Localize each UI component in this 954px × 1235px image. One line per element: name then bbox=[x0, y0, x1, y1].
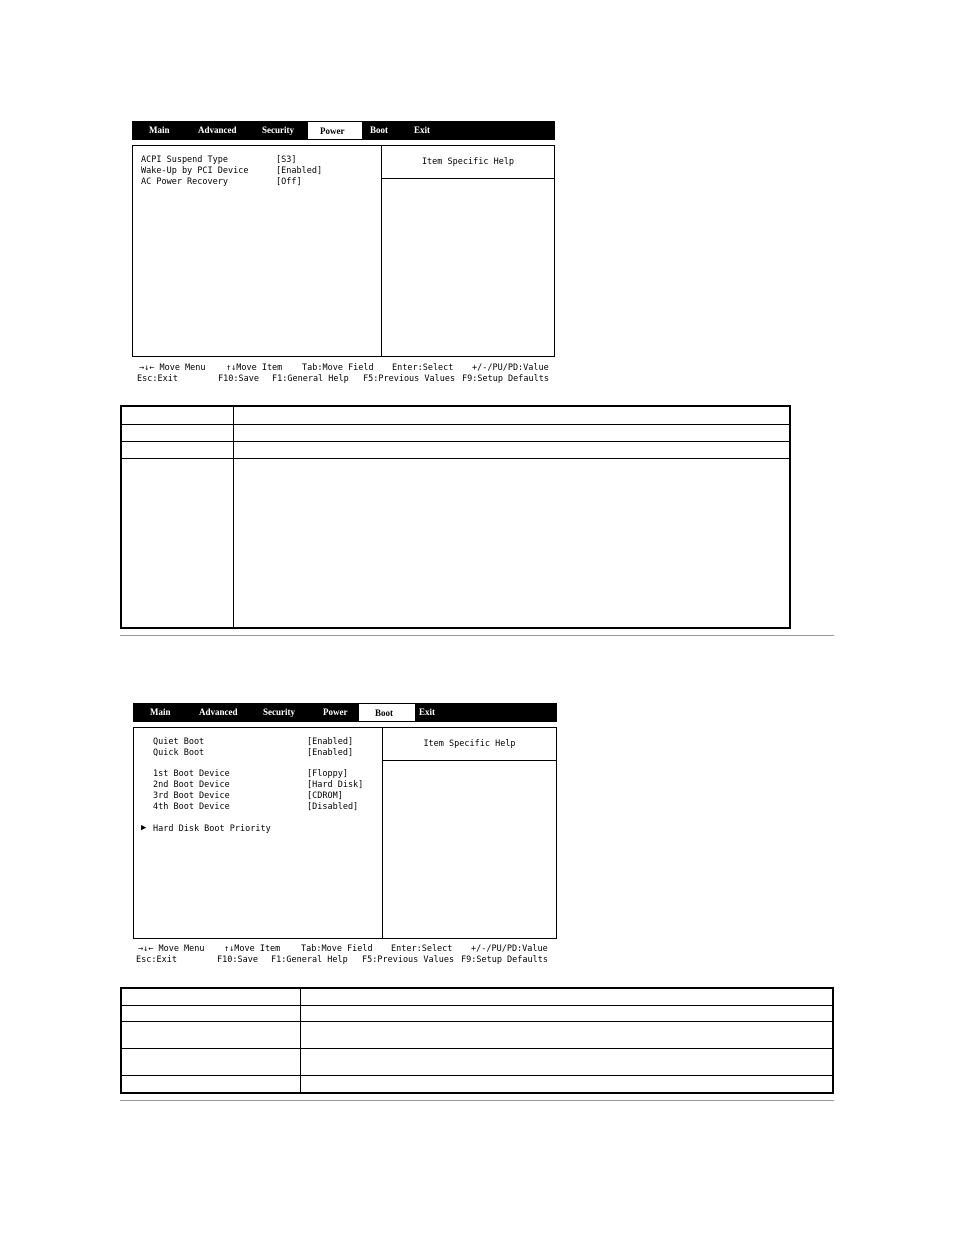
key-move-field: Tab:Move Field bbox=[301, 944, 373, 954]
key-select: Enter:Select bbox=[392, 363, 454, 373]
help-pane bbox=[381, 146, 554, 356]
key-move-item: ↑↓Move Item bbox=[226, 363, 283, 373]
menu-tab-exit[interactable]: Exit bbox=[406, 121, 555, 140]
section-divider bbox=[120, 1100, 834, 1101]
section-divider bbox=[120, 635, 834, 636]
help-title: Item Specific Help bbox=[382, 146, 554, 179]
option-value[interactable]: [Enabled] bbox=[307, 748, 354, 758]
key-save: F10:Save bbox=[217, 955, 258, 965]
table-cell bbox=[121, 1021, 300, 1048]
help-pane bbox=[382, 728, 556, 938]
key-setup-defaults: F9:Setup Defaults bbox=[461, 955, 548, 965]
key-value: +/-/PU/PD:Value bbox=[471, 944, 548, 954]
table-cell bbox=[121, 424, 233, 441]
key-help-line-2 bbox=[137, 374, 555, 385]
table-cell bbox=[300, 1075, 833, 1093]
power-options-list bbox=[133, 146, 382, 356]
menu-tab-advanced[interactable]: Advanced bbox=[188, 121, 248, 140]
option-label: Quiet Boot bbox=[153, 737, 205, 747]
table-cell bbox=[121, 1048, 300, 1075]
key-save: F10:Save bbox=[218, 374, 259, 384]
option-label: 1st Boot Device bbox=[153, 769, 230, 779]
key-move-field: Tab:Move Field bbox=[302, 363, 374, 373]
boot-options-table bbox=[120, 987, 834, 1094]
table-cell bbox=[233, 441, 790, 458]
key-general-help: F1:General Help bbox=[272, 374, 349, 384]
table-cell bbox=[233, 458, 790, 628]
option-label: Quick Boot bbox=[153, 748, 205, 758]
table-cell bbox=[121, 406, 233, 424]
boot-bios-screen bbox=[133, 703, 557, 968]
help-title: Item Specific Help bbox=[383, 728, 556, 761]
key-help-line-1 bbox=[139, 363, 555, 374]
table-cell bbox=[233, 406, 790, 424]
boot-options-panel bbox=[133, 727, 557, 939]
key-setup-defaults: F9:Setup Defaults bbox=[462, 374, 549, 384]
key-select: Enter:Select bbox=[391, 944, 453, 954]
table-cell bbox=[121, 1005, 300, 1021]
table-cell bbox=[121, 458, 233, 628]
option-value[interactable]: [Enabled] bbox=[276, 166, 323, 176]
table-cell bbox=[300, 1048, 833, 1075]
menu-tab-power[interactable]: Power bbox=[308, 121, 362, 140]
key-general-help: F1:General Help bbox=[271, 955, 348, 965]
table-cell bbox=[121, 441, 233, 458]
option-label: ACPI Suspend Type bbox=[141, 155, 228, 165]
submenu-label: Hard Disk Boot Priority bbox=[153, 824, 271, 834]
menu-tab-boot[interactable]: Boot bbox=[362, 121, 406, 140]
table-cell bbox=[233, 424, 790, 441]
menu-tab-exit[interactable]: Exit bbox=[415, 703, 557, 722]
option-value[interactable]: [Enabled] bbox=[307, 737, 354, 747]
key-exit: Esc:Exit bbox=[136, 955, 177, 965]
option-label: 3rd Boot Device bbox=[153, 791, 230, 801]
power-options-table bbox=[120, 405, 791, 629]
key-previous-values: F5:Previous Values bbox=[363, 374, 456, 384]
boot-menu-bar bbox=[133, 703, 557, 722]
option-label: AC Power Recovery bbox=[141, 177, 228, 187]
key-move-menu: →↓← Move Menu bbox=[138, 944, 205, 954]
boot-options-list bbox=[134, 728, 383, 938]
table-cell bbox=[300, 988, 833, 1005]
option-value[interactable]: [Floppy] bbox=[307, 769, 348, 779]
menu-tab-power[interactable]: Power bbox=[309, 703, 359, 722]
menu-tab-security[interactable]: Security bbox=[248, 121, 308, 140]
option-value[interactable]: [Hard Disk] bbox=[307, 780, 364, 790]
key-help-line-2 bbox=[136, 955, 557, 966]
table-cell bbox=[300, 1005, 833, 1021]
menu-tab-main[interactable]: Main bbox=[133, 703, 189, 722]
power-options-panel bbox=[132, 145, 555, 357]
power-bios-screen bbox=[132, 121, 555, 386]
key-help-line-1 bbox=[138, 944, 557, 955]
table-cell bbox=[121, 1075, 300, 1093]
menu-tab-advanced[interactable]: Advanced bbox=[189, 703, 249, 722]
option-value[interactable]: [CDROM] bbox=[307, 791, 343, 801]
option-value[interactable]: [Off] bbox=[276, 177, 302, 187]
table-cell bbox=[121, 988, 300, 1005]
key-value: +/-/PU/PD:Value bbox=[472, 363, 549, 373]
power-menu-bar bbox=[132, 121, 555, 140]
menu-tab-security[interactable]: Security bbox=[249, 703, 309, 722]
option-label: 2nd Boot Device bbox=[153, 780, 230, 790]
menu-tab-boot[interactable]: Boot bbox=[359, 703, 415, 722]
submenu-arrow-icon: ▶ bbox=[141, 823, 147, 833]
option-label: 4th Boot Device bbox=[153, 802, 230, 812]
key-previous-values: F5:Previous Values bbox=[362, 955, 455, 965]
option-value[interactable]: [Disabled] bbox=[307, 802, 359, 812]
key-move-menu: →↓← Move Menu bbox=[139, 363, 206, 373]
option-value[interactable]: [S3] bbox=[276, 155, 297, 165]
key-exit: Esc:Exit bbox=[137, 374, 178, 384]
option-label: Wake-Up by PCI Device bbox=[141, 166, 249, 176]
table-cell bbox=[300, 1021, 833, 1048]
key-move-item: ↑↓Move Item bbox=[224, 944, 281, 954]
menu-tab-main[interactable]: Main bbox=[132, 121, 188, 140]
